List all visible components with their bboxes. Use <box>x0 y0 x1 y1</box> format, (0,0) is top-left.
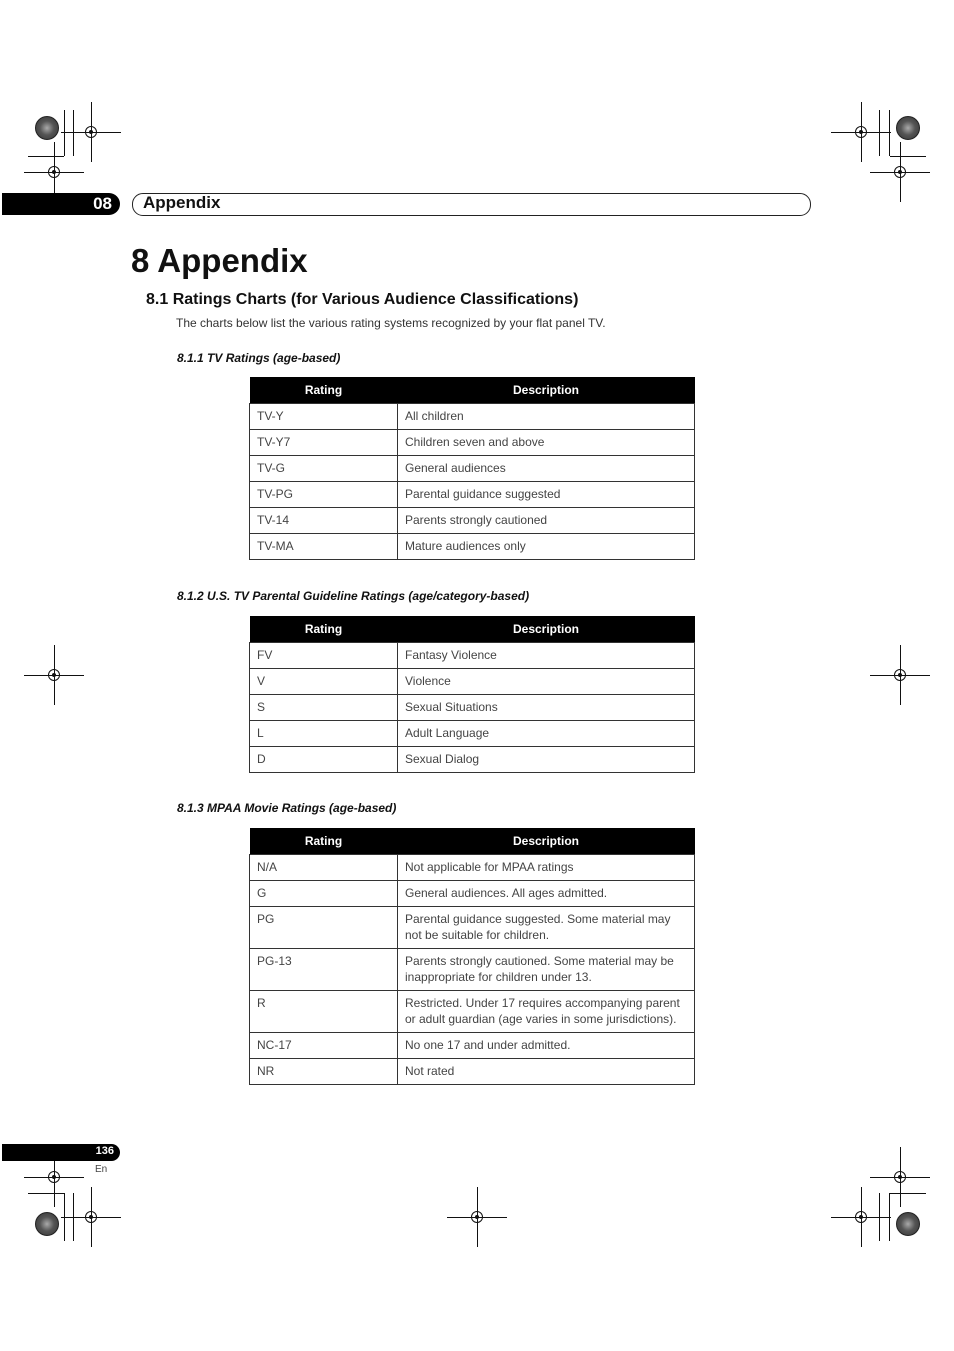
description-cell: General audiences <box>398 456 695 482</box>
rating-cell: TV-14 <box>250 508 398 534</box>
section-title: 8.1 Ratings Charts (for Various Audience Classifications) <box>146 291 579 308</box>
description-cell: Sexual Dialog <box>398 747 695 773</box>
table-row <box>250 482 695 508</box>
column-header-rating: Rating <box>250 616 398 643</box>
description-cell: Children seven and above <box>398 430 695 456</box>
table-row <box>250 855 695 881</box>
table-row <box>250 508 695 534</box>
rating-cell: G <box>250 881 398 907</box>
table-row <box>250 949 695 991</box>
rating-cell: TV-Y7 <box>250 430 398 456</box>
rating-cell: V <box>250 669 398 695</box>
table-row <box>250 881 695 907</box>
table-row <box>250 1033 695 1059</box>
description-cell: Fantasy Violence <box>398 643 695 669</box>
chapter-title-bar <box>132 193 811 216</box>
section-intro: The charts below list the various rating systems recognized by your flat panel TV. <box>176 316 606 330</box>
trim-line <box>73 1193 74 1241</box>
column-header-description: Description <box>398 616 695 643</box>
description-cell: Not applicable for MPAA ratings <box>398 855 695 881</box>
table-title-tv-ratings: 8.1.1 TV Ratings (age-based) <box>177 351 341 365</box>
page-title: 8 Appendix <box>131 242 308 279</box>
table-row <box>250 404 695 430</box>
chapter-number: 08 <box>93 194 112 213</box>
description-cell: Parents strongly cautioned <box>398 508 695 534</box>
table-row <box>250 534 695 560</box>
rating-cell: FV <box>250 643 398 669</box>
description-cell: Parental guidance suggested <box>398 482 695 508</box>
table-row <box>250 643 695 669</box>
column-header-description: Description <box>398 828 695 855</box>
trim-line <box>889 110 890 156</box>
tv-ratings-table <box>249 377 695 560</box>
description-cell: No one 17 and under admitted. <box>398 1033 695 1059</box>
trim-line <box>890 156 926 157</box>
chapter-tab <box>2 193 120 215</box>
language-code: En <box>95 1164 108 1175</box>
page-number-tab <box>2 1144 120 1161</box>
registration-disc-top-right <box>896 116 920 140</box>
registration-disc-top-left <box>35 116 59 140</box>
description-cell: Sexual Situations <box>398 695 695 721</box>
rating-cell: PG <box>250 907 398 949</box>
column-header-rating: Rating <box>250 828 398 855</box>
description-cell: Violence <box>398 669 695 695</box>
rating-cell: D <box>250 747 398 773</box>
trim-line <box>879 1193 880 1241</box>
rating-cell: TV-PG <box>250 482 398 508</box>
rating-cell: TV-G <box>250 456 398 482</box>
description-cell: Adult Language <box>398 721 695 747</box>
trim-line <box>889 1193 890 1241</box>
table-row <box>250 907 695 949</box>
description-cell: Mature audiences only <box>398 534 695 560</box>
rating-cell: NR <box>250 1059 398 1085</box>
rating-cell: L <box>250 721 398 747</box>
mpaa-ratings-table <box>249 828 695 1085</box>
table-row <box>250 747 695 773</box>
rating-cell: TV-Y <box>250 404 398 430</box>
description-cell: General audiences. All ages admitted. <box>398 881 695 907</box>
table-row <box>250 456 695 482</box>
description-cell: Parents strongly cautioned. Some material may be inappropriate for children under 13. <box>398 949 695 991</box>
description-cell: Restricted. Under 17 requires accompanying parent or adult guardian (age varies in some jurisdictions). <box>398 991 695 1033</box>
registration-disc-bottom-right <box>896 1212 920 1236</box>
rating-cell: NC-17 <box>250 1033 398 1059</box>
trim-line <box>64 110 65 156</box>
trim-line <box>890 1193 926 1194</box>
rating-cell: PG-13 <box>250 949 398 991</box>
description-cell: Not rated <box>398 1059 695 1085</box>
table-title-mpaa-ratings: 8.1.3 MPAA Movie Ratings (age-based) <box>177 801 397 815</box>
trim-line <box>28 156 64 157</box>
rating-cell: R <box>250 991 398 1033</box>
table-row <box>250 669 695 695</box>
rating-cell: S <box>250 695 398 721</box>
trim-line <box>73 110 74 156</box>
trim-line <box>64 1193 65 1241</box>
table-title-parental-guideline: 8.1.2 U.S. TV Parental Guideline Ratings (age/category-based) <box>177 589 530 603</box>
table-row <box>250 1059 695 1085</box>
rating-cell: N/A <box>250 855 398 881</box>
registration-disc-bottom-left <box>35 1212 59 1236</box>
page-number: 136 <box>95 1145 114 1157</box>
chapter-title: Appendix <box>143 193 221 212</box>
table-row <box>250 430 695 456</box>
rating-cell: TV-MA <box>250 534 398 560</box>
trim-line <box>879 110 880 156</box>
column-header-rating: Rating <box>250 377 398 404</box>
table-row <box>250 721 695 747</box>
table-row <box>250 991 695 1033</box>
description-cell: All children <box>398 404 695 430</box>
column-header-description: Description <box>398 377 695 404</box>
trim-line <box>28 1193 64 1194</box>
table-row <box>250 695 695 721</box>
description-cell: Parental guidance suggested. Some material may not be suitable for children. <box>398 907 695 949</box>
parental-guideline-table <box>249 616 695 773</box>
